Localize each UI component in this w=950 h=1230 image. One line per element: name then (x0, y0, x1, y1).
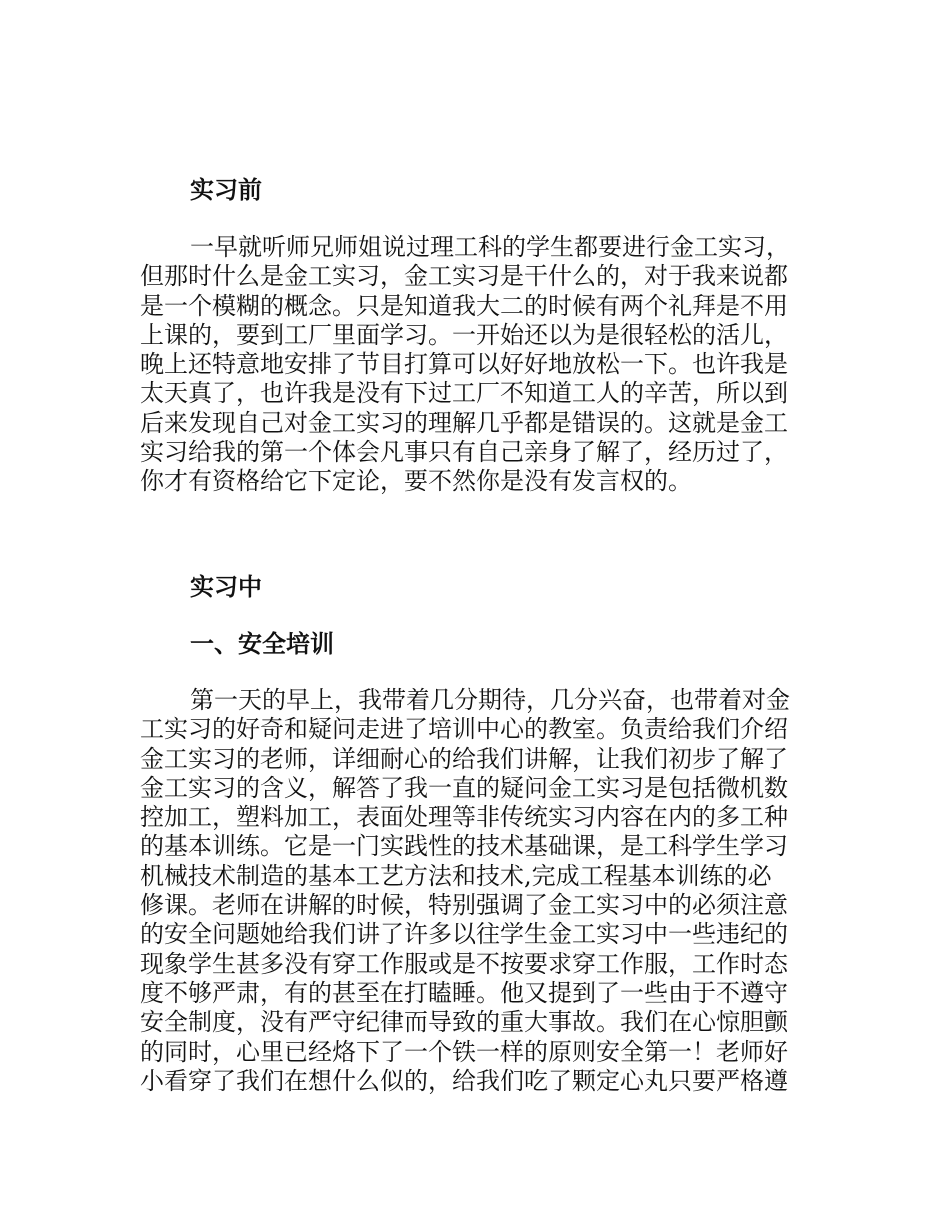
paragraph-line: 金工实习的含义，解答了我一直的疑问金工实习是包括微机数 (140, 773, 788, 802)
paragraph-line: 安全制度，没有严守纪律而导致的重大事故。我们在心惊胆颤 (140, 1008, 788, 1037)
paragraph-line: 机械技术制造的基本工艺方法和技术,完成工程基本训练的必 (140, 861, 772, 890)
section-heading-during: 实习中 (190, 572, 262, 601)
paragraph-line: 工实习的好奇和疑问走进了培训中心的教室。负责给我们介绍 (140, 715, 788, 744)
paragraph-line: 一早就听师兄师姐说过理工科的学生都要进行金工实习， (190, 233, 790, 261)
paragraph-before (140, 233, 820, 497)
paragraph-line: 度不够严肃，有的甚至在打瞌睡。他又提到了一些由于不遵守 (140, 978, 788, 1007)
paragraph-line: 修课。老师在讲解的时候，特别强调了金工实习中的必须注意 (140, 891, 788, 920)
paragraph-line: 后来发现自己对金工实习的理解几乎都是错误的。这就是金工 (140, 408, 788, 437)
paragraph-line: 金工实习的老师，详细耐心的给我们讲解，让我们初步了解了 (140, 744, 788, 773)
paragraph-line: 的安全问题她给我们讲了许多以往学生金工实习中一些违纪的 (140, 920, 788, 949)
paragraph-line: 上课的，要到工厂里面学习。一开始还以为是很轻松的活儿， (140, 320, 788, 349)
paragraph-line: 是一个模糊的概念。只是知道我大二的时候有两个礼拜是不用 (140, 291, 788, 320)
paragraph-line: 现象学生甚多没有穿工作服或是不按要求穿工作服，工作时态 (140, 949, 788, 978)
paragraph-line: 的基本训练。它是一门实践性的技术基础课，是工科学生学习 (140, 832, 788, 861)
section-heading-before: 实习前 (190, 175, 262, 204)
paragraph-line: 小看穿了我们在想什么似的，给我们吃了颗定心丸只要严格遵 (140, 1066, 788, 1095)
paragraph-line: 但那时什么是金工实习，金工实习是干什么的，对于我来说都 (140, 262, 788, 291)
paragraph-line: 太天真了，也许我是没有下过工厂不知道工人的辛苦，所以到 (140, 379, 788, 408)
paragraph-line: 你才有资格给它下定论，要不然你是没有发言权的。 (140, 467, 692, 496)
paragraph-line: 控加工，塑料加工，表面处理等非传统实习内容在内的多工种 (140, 803, 788, 832)
paragraph-line: 的同时，心里已经烙下了一个铁一样的原则安全第一！老师好 (140, 1037, 788, 1066)
paragraph-line: 实习给我的第一个体会凡事只有自己亲身了解了，经历过了， (140, 438, 788, 467)
subsection-heading-safety-training: 一、安全培训 (190, 629, 334, 658)
paragraph-safety-training (140, 686, 820, 1096)
paragraph-line: 第一天的早上，我带着几分期待，几分兴奋，也带着对金 (190, 686, 790, 714)
paragraph-line: 晚上还特意地安排了节目打算可以好好地放松一下。也许我是 (140, 350, 788, 379)
